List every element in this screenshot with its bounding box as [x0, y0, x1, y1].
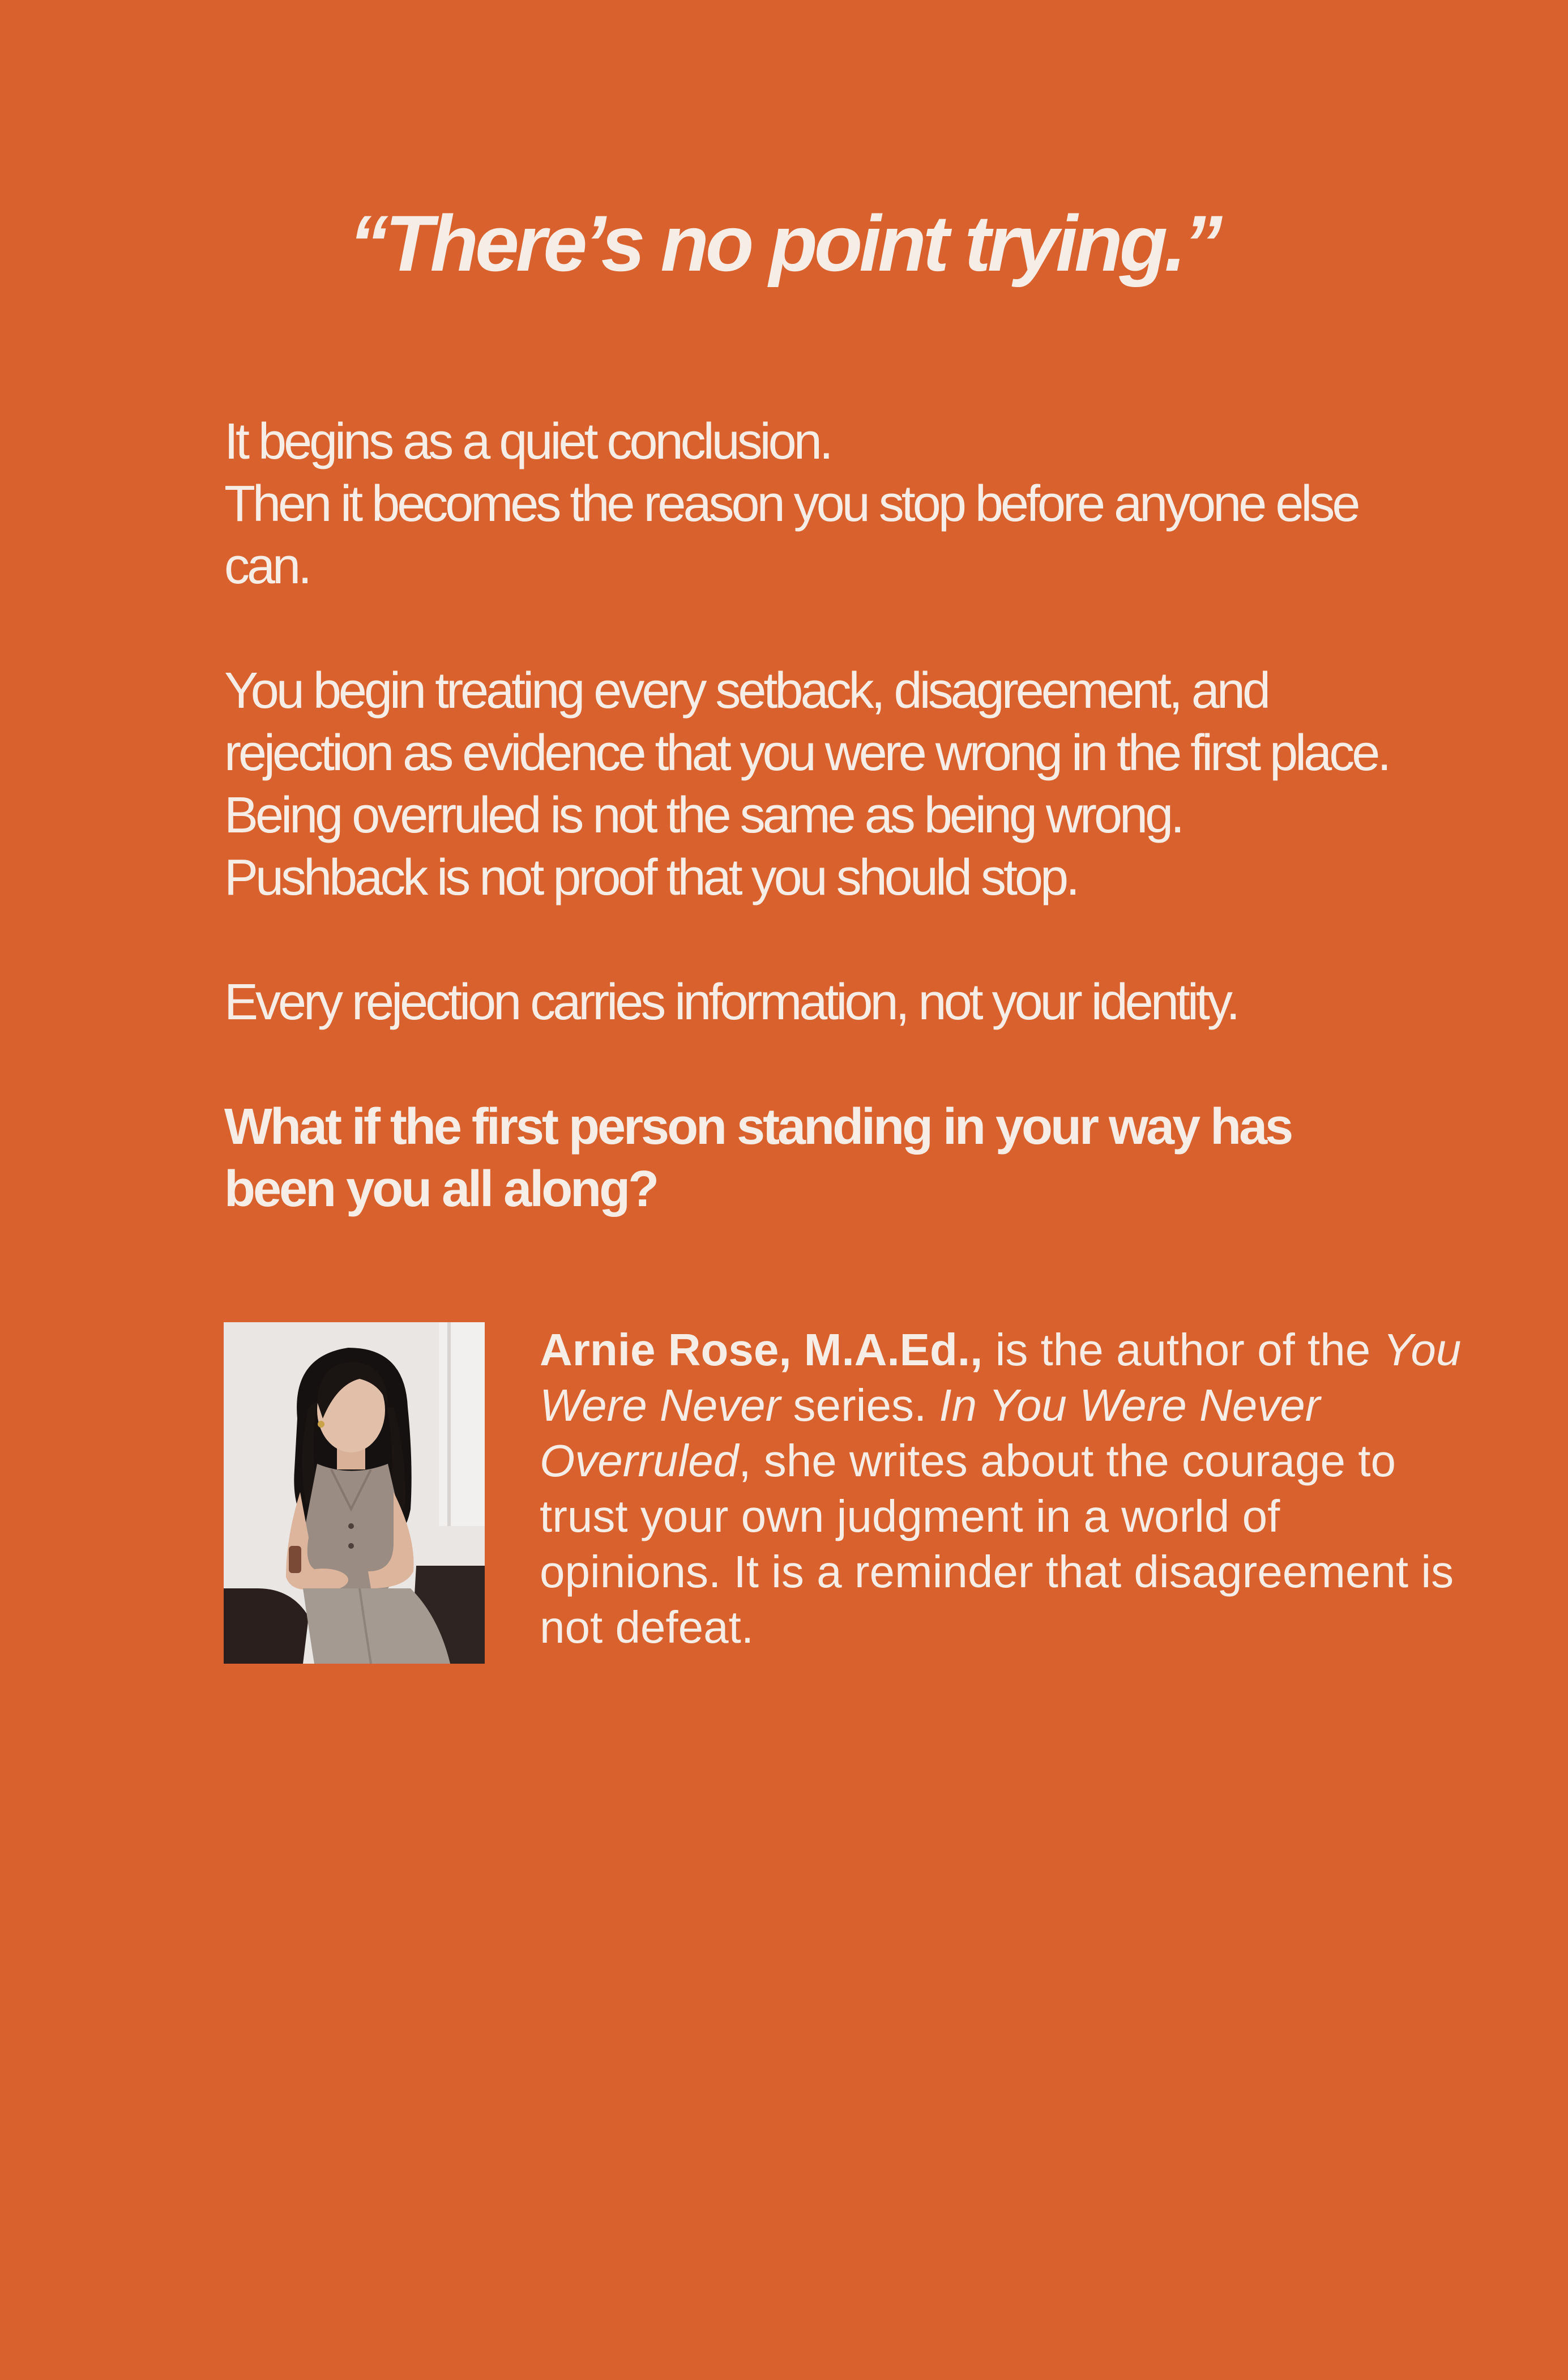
blurb — [224, 411, 1391, 1220]
blurb-paragraph-3: Every rejection carries information, not your identity. — [224, 974, 1238, 1031]
author-bio — [540, 1322, 1468, 1655]
blurb-line-1: It begins as a quiet conclusion. — [224, 413, 831, 470]
author-section — [224, 1322, 1469, 1665]
blurb-paragraph-1 — [224, 411, 1391, 597]
bio-text-3: , she writes about the courage to trust your own judgment in a world of opinions. It is a reminder that disagreement is not defeat. — [540, 1435, 1454, 1652]
headline-quote: “There’s no point trying.” — [348, 199, 1220, 288]
book-title: In You Were Never Overruled — [540, 1380, 1321, 1486]
author-photo — [224, 1322, 485, 1664]
author-name: Arnie Rose, M.A.Ed., — [540, 1324, 983, 1375]
bio-text-1: is the author of the — [982, 1324, 1383, 1375]
bio-text-2: series. — [780, 1380, 939, 1430]
blurb-question: What if the first person standing in your way has been you all along? — [224, 1099, 1292, 1217]
blurb-paragraph-2: You begin treating every setback, disagreement, and rejection as evidence that you were wrong in the first place. Being overruled is not the same as being wrong. Pushback is not proof that you should stop. — [224, 663, 1389, 906]
series-title: You Were Never — [540, 1324, 1462, 1430]
author-portrait-image — [224, 1322, 485, 1664]
blurb-line-2: Then it becomes the reason you stop before anyone else can. — [224, 476, 1358, 595]
